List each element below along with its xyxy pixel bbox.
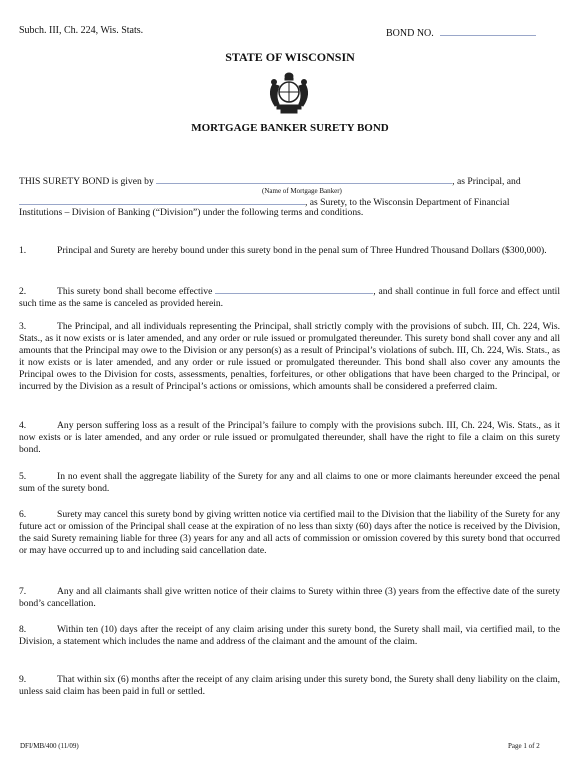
paragraph-text: Any and all claimants shall give written notice of their claims to Surety within three (3) years from the effective date of the surety bond’s cancellation. — [19, 586, 560, 609]
paragraph-text: That within six (6) months after the receipt of any claim arising under this surety bond, the Surety shall deny liability on the claim, unless said claim has been paid in full or settled. — [19, 674, 560, 697]
paragraph-text: Any person suffering loss as a result of the Principal’s failure to comply with the provisions subch. III, Ch. 224, Wis. Stats., as it now exists or is later amended, and any order or rule issued or promulgated thereunder, shall have the right to file a claim on this surety bond. — [19, 420, 560, 455]
paragraph-2 — [19, 283, 560, 310]
paragraph-number: 2. — [19, 286, 27, 297]
bond-number-label: BOND NO. — [386, 28, 434, 39]
paragraph-number: 5. — [19, 471, 27, 482]
state-title: STATE OF WISCONSIN — [225, 50, 355, 64]
paragraph-text: Surety may cancel this surety bond by giving written notice via certified mail to the Division that the liability of the Surety for any future act or omission of the Principal shall cease at the expiration of no less than sixty (60) days after the notice is received by the Division, the said Surety remaining liable for three (3) years for any and all acts of commission or omission covered by this surety bond that occurred or may have occurred up to and including said cancellation date. — [19, 509, 560, 556]
surety-name-blank[interactable] — [19, 194, 305, 205]
paragraph-text: Within ten (10) days after the receipt of any claim arising under this surety bond, the Surety shall mail, via certified mail, to the Division, a statement which includes the name and address of the claimant and the amount of the claim. — [19, 624, 560, 647]
paragraph-number: 8. — [19, 624, 27, 635]
page-number: Page 1 of 2 — [508, 742, 540, 750]
paragraph-1 — [19, 245, 560, 257]
paragraph-number: 1. — [19, 245, 27, 256]
paragraph-7 — [19, 586, 560, 610]
paragraph-5 — [19, 471, 560, 495]
state-seal-icon — [263, 68, 315, 116]
intro-text-4: Institutions – Division of Banking (“Division”) under the following terms and conditions. — [19, 207, 364, 218]
paragraph-number: 3. — [19, 321, 27, 332]
paragraph-6 — [19, 509, 560, 557]
name-caption: (Name of Mortgage Banker) — [262, 187, 342, 195]
mortgage-banker-name-blank[interactable] — [156, 173, 452, 184]
form-id: DFI/MB/400 (11/09) — [20, 742, 79, 750]
intro-text-3: , as Surety, to the Wisconsin Department of Financial — [305, 197, 510, 208]
intro-text-1: THIS SURETY BOND is given by — [19, 176, 154, 187]
paragraph-4 — [19, 420, 560, 456]
paragraph-number: 6. — [19, 509, 27, 520]
paragraph-text-before: This surety bond shall become effective — [57, 286, 213, 297]
bond-number-blank[interactable] — [440, 25, 536, 36]
paragraph-number: 7. — [19, 586, 27, 597]
paragraph-number: 9. — [19, 674, 27, 685]
paragraph-text: In no event shall the aggregate liability of the Surety for any and all claims to one or more claimants hereunder exceed the penal sum of the surety bond. — [19, 471, 560, 494]
bond-number-field — [386, 25, 536, 40]
intro-text-2: , as Principal, and — [452, 176, 521, 187]
paragraph-number: 4. — [19, 420, 27, 431]
paragraph-text: Principal and Surety are hereby bound under this surety bond in the penal sum of Three Hundred Thousand Dollars ($300,000). — [57, 245, 547, 256]
paragraph-3 — [19, 321, 560, 393]
paragraph-text-after: , and shall continue in full force and effect until such time as the same is canceled as provided herein. — [19, 286, 560, 309]
paragraph-9 — [19, 674, 560, 698]
statute-reference: Subch. III, Ch. 224, Wis. Stats. — [19, 25, 144, 36]
paragraph-text: The Principal, and all individuals representing the Principal, shall strictly comply with the provisions of subch. III, Ch. 224, Wis. Stats., as it now exists or is later amended, and any order or rule issued or promulgated thereunder. This surety bond shall cover any and all amounts that the Principal may owe to the Division or any person(s) as a result of Principal’s violations of subch. III, Ch. 224, Wis. Stats., as it now exists or is later amended, and any order or rule issued or promulgated thereunder. This bond shall also cover any amounts the Principal owes to the Division for costs, assessments, penalties, forfeitures, or other obligations that have been charged to the Principal, or incurred by the Division as a result of Principal’s actions or omissions, which amounts shall be considered a preferred claim. — [19, 321, 560, 392]
effective-date-blank[interactable] — [215, 283, 373, 294]
document-title: MORTGAGE BANKER SURETY BOND — [191, 122, 389, 134]
paragraph-8 — [19, 624, 560, 648]
